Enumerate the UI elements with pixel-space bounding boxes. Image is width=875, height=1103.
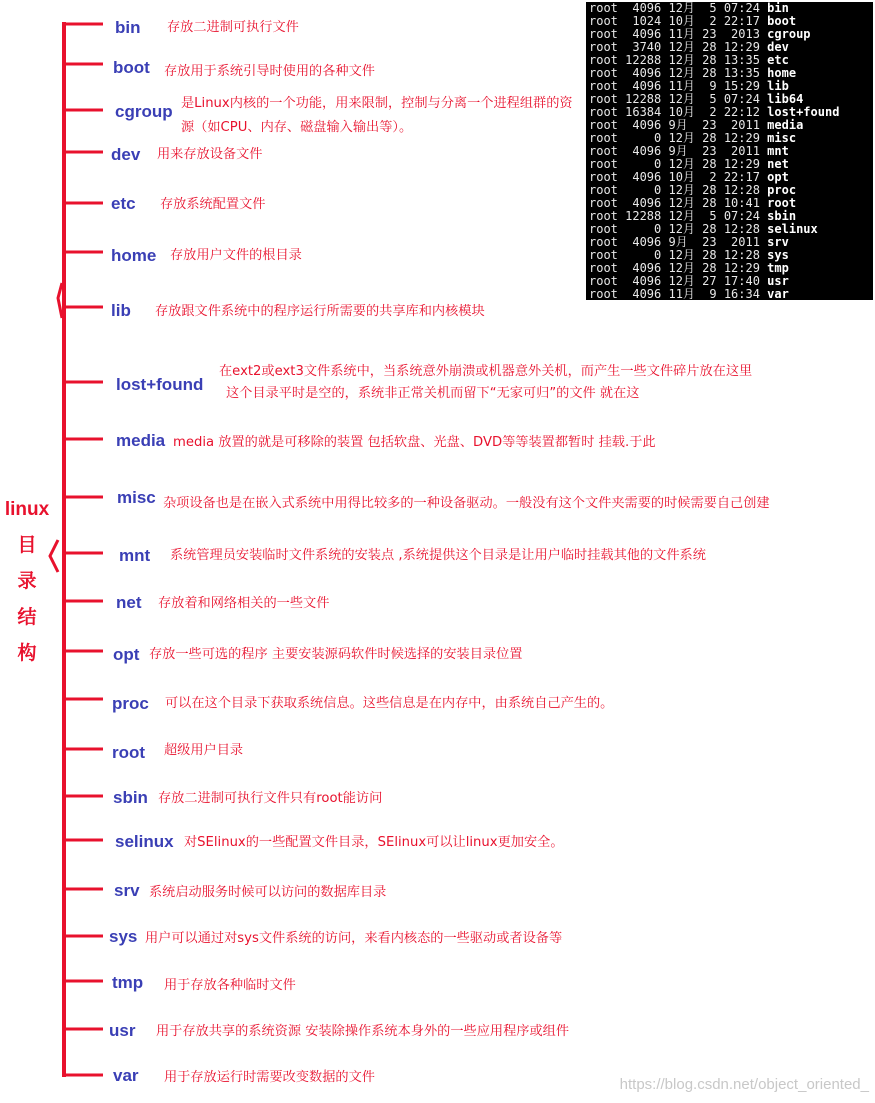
dir-name: net [116, 593, 142, 612]
root-title-line: 目 [17, 535, 37, 556]
terminal-row-meta: root 0 12月 28 12:28 [589, 248, 768, 262]
terminal-row-meta: root 4096 12月 28 13:35 [589, 66, 768, 80]
terminal-row-name: tmp [767, 261, 789, 275]
root-title [0, 492, 54, 672]
dir-name: srv [114, 881, 140, 900]
terminal-row-name: misc [767, 131, 797, 145]
dir-desc: 用于存放运行时需要改变数据的文件 [164, 1070, 375, 1085]
dir-name: media [116, 431, 166, 450]
terminal-row-name: home [767, 66, 797, 80]
dir-name: proc [112, 694, 149, 713]
dir-name: cgroup [115, 102, 173, 121]
root-title-line: 结 [17, 607, 37, 628]
terminal-row-name: lib [767, 79, 789, 93]
dir-desc: 存放二进制可执行文件只有root能访问 [158, 791, 383, 806]
dir-desc: 杂项设备也是在嵌入式系统中用得比较多的一种设备驱动。一般没有这个文件夹需要的时候需要自己创建 [163, 496, 770, 511]
dir-name: var [113, 1066, 139, 1085]
terminal-row-name: lost+found [767, 105, 840, 119]
dir-desc: 这个目录平时是空的，系统非正常关机而留下“无家可归”的文件 就在这 [226, 386, 640, 401]
terminal-row-meta: root 4096 12月 28 12:29 [589, 261, 768, 275]
dir-name: root [112, 743, 146, 762]
dir-name: sbin [113, 788, 148, 807]
dir-name: lost+found [116, 375, 204, 394]
terminal-row-meta: root 0 12月 28 12:28 [589, 222, 768, 236]
dir-name: opt [113, 645, 140, 664]
terminal-row-meta: root 3740 12月 28 12:29 [589, 40, 768, 54]
terminal-row-meta: root 4096 9月 23 2011 [589, 235, 768, 249]
terminal-row-name: net [767, 157, 789, 171]
terminal-row-meta: root 4096 12月 5 07:24 [589, 2, 768, 15]
dir-desc: 存放用于系统引导时使用的各种文件 [164, 64, 375, 79]
terminal-row-name: bin [767, 2, 789, 15]
terminal-listing [586, 2, 873, 300]
terminal-row-name: selinux [767, 222, 818, 236]
dir-desc: 存放着和网络相关的一些文件 [158, 596, 330, 611]
terminal-row-meta: root 4096 9月 23 2011 [589, 144, 768, 158]
dir-name: lib [111, 301, 131, 320]
dir-desc: 对SElinux的一些配置文件目录，SElinux可以让linux更加安全。 [184, 835, 564, 850]
dir-desc: 存放二进制可执行文件 [167, 20, 299, 35]
dir-desc: 用来存放设备文件 [157, 147, 263, 162]
dir-name: boot [113, 58, 150, 77]
terminal-row-name: opt [767, 170, 789, 184]
dir-desc: 在ext2或ext3文件系统中，当系统意外崩溃或机器意外关机，而产生一些文件碎片放在这里 [219, 364, 753, 379]
terminal-row-meta: root 4096 12月 27 17:40 [589, 274, 768, 288]
terminal-row-name: lib64 [767, 92, 804, 106]
terminal-row-meta: root 0 12月 28 12:29 [589, 157, 768, 171]
dir-desc: 用于存放共享的系统资源 安装除操作系统本身外的一些应用程序或组件 [156, 1024, 570, 1039]
dir-name: etc [111, 194, 136, 213]
dir-desc: 系统启动服务时候可以访问的数据库目录 [149, 885, 387, 900]
terminal-row-name: usr [767, 274, 789, 288]
dir-desc: 可以在这个目录下获取系统信息。这些信息是在内存中，由系统自己产生的。 [165, 696, 614, 711]
dir-desc: media 放置的就是可移除的装置 包括软盘、光盘、DVD等等装置都暂时 挂载.于此 [173, 435, 656, 450]
terminal-row-meta: root 4096 12月 28 10:41 [589, 196, 768, 210]
terminal-row-meta: root 12288 12月 28 13:35 [589, 53, 768, 67]
dir-name: mnt [119, 546, 151, 565]
terminal-row-name: sbin [767, 209, 797, 223]
dir-name: sys [109, 927, 138, 946]
dir-desc: 用户可以通过对sys文件系统的访问，来看内核态的一些驱动或者设备等 [145, 931, 563, 946]
terminal-row-name: srv [767, 235, 789, 249]
dir-desc: 存放一些可选的程序 主要安装源码软件时候选择的安装目录位置 [149, 647, 523, 662]
terminal-row-name: root [767, 196, 797, 210]
terminal-row-name: var [767, 287, 789, 300]
terminal-row-meta: root 12288 12月 5 07:24 [589, 209, 768, 223]
dir-desc: 系统管理员安装临时文件系统的安装点 ,系统提供这个目录是让用户临时挂载其他的文件系统 [170, 548, 706, 563]
dir-name: tmp [112, 973, 144, 992]
terminal-row-meta: root 4096 11月 9 15:29 [589, 79, 768, 93]
terminal-row-meta: root 12288 12月 5 07:24 [589, 92, 768, 106]
dir-name: home [111, 246, 157, 265]
terminal-row-name: dev [767, 40, 789, 54]
terminal-row-meta: root 4096 9月 23 2011 [589, 118, 768, 132]
bracket-nub [58, 283, 62, 318]
dir-desc: 用于存放各种临时文件 [164, 978, 296, 993]
terminal-row [586, 288, 873, 300]
terminal-row-meta: root 4096 11月 23 2013 [589, 27, 768, 41]
terminal-row-meta: root 0 12月 28 12:28 [589, 183, 768, 197]
terminal-row-name: media [767, 118, 804, 132]
watermark: https://blog.csdn.net/object_oriented_ [619, 1076, 869, 1093]
dir-desc: 存放用户文件的根目录 [170, 248, 302, 263]
dir-name: selinux [115, 832, 174, 851]
root-title-line: linux [4, 499, 50, 520]
dir-desc: 超级用户目录 [164, 743, 244, 758]
dir-desc: 存放系统配置文件 [160, 197, 266, 212]
terminal-row-meta: root 4096 11月 9 16:34 [589, 287, 768, 300]
terminal-row-name: boot [767, 14, 797, 28]
dir-name: usr [109, 1021, 136, 1040]
dir-desc: 存放跟文件系统中的程序运行所需要的共享库和内核模块 [155, 304, 485, 319]
terminal-row-meta: root 1024 10月 2 22:17 [589, 14, 768, 28]
terminal-row-name: mnt [767, 144, 789, 158]
terminal-row-meta: root 0 12月 28 12:29 [589, 131, 768, 145]
terminal-row-meta: root 4096 10月 2 22:17 [589, 170, 768, 184]
dir-name: dev [111, 145, 141, 164]
root-title-line: 录 [17, 571, 37, 592]
terminal-row-name: etc [767, 53, 789, 67]
terminal-row-meta: root 16384 10月 2 22:12 [589, 105, 768, 119]
terminal-row-name: proc [767, 183, 797, 197]
terminal-row-name: cgroup [767, 27, 811, 41]
dir-desc: 是Linux内核的一个功能，用来限制，控制与分离一个进程组群的资源（如CPU、内存、磁盘输入输出等）。 [181, 96, 573, 135]
terminal-row-name: sys [767, 248, 789, 262]
dir-name: bin [115, 18, 141, 37]
root-title-line: 构 [17, 643, 37, 664]
dir-name: misc [117, 488, 156, 507]
